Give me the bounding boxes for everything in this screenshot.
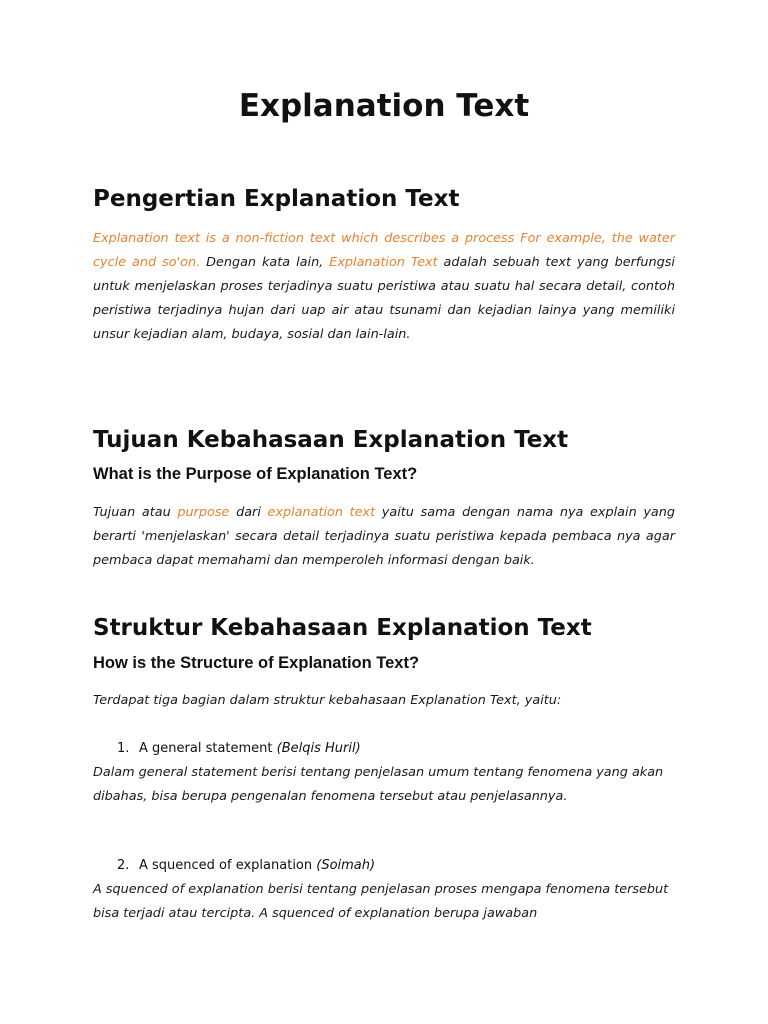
paragraph-struktur-intro bbox=[93, 689, 675, 713]
text-span: adalah sebuah text yang berfungsi untuk menjelaskan proses terjadinya suatu peristiwa atau suatu hal secara detail, contoh peristiwa terjadinya hujan dari uap air atau tsunami dan kejadian lainya yang memiliki unsur kejadian alam, budaya, sosial dan lain-lain. bbox=[93, 255, 675, 342]
heading-pengertian: Pengertian Explanation Text bbox=[93, 186, 460, 212]
paragraph-squenced-explanation bbox=[93, 878, 675, 926]
term-explanation-text: Explanation Text bbox=[410, 693, 517, 708]
heading-tujuan: Tujuan Kebahasaan Explanation Text bbox=[93, 427, 569, 453]
subheading-structure: How is the Structure of Explanation Text? bbox=[93, 654, 420, 672]
text-span: A bbox=[93, 882, 106, 897]
list-item-1-heading bbox=[117, 737, 361, 761]
text-span: yaitu sama dengan nama nya bbox=[375, 505, 591, 520]
list-item-author: (Belqis Huril) bbox=[272, 741, 361, 756]
list-item-label: A general statement bbox=[139, 741, 273, 756]
list-item-2-heading bbox=[117, 854, 375, 878]
list-number: 2. bbox=[117, 858, 130, 873]
text-span: , yaitu: bbox=[516, 693, 562, 708]
text-span: Terdapat tiga bagian dalam struktur kebahasaan bbox=[93, 693, 411, 708]
paragraph-pengertian bbox=[93, 227, 675, 347]
text-span: yang berarti 'menjelaskan' secara detail terjadinya suatu peristiwa kepada pembaca nya agar pembaca dapat memahami dan memperoleh informasi dengan baik. bbox=[93, 505, 676, 568]
paragraph-general-statement: Dalam general statement berisi tentang penjelasan umum tentang fenomena yang akan dibahas, bisa berupa pengenalan fenomena tersebut atau penjelasannya. bbox=[93, 765, 664, 804]
list-item-author: (Soimah) bbox=[312, 858, 376, 873]
list-item-label: A squenced of explanation bbox=[139, 858, 313, 873]
paragraph-tujuan bbox=[93, 501, 675, 573]
text-span: Tujuan atau bbox=[93, 505, 178, 520]
text-span: dari bbox=[229, 505, 268, 520]
text-span: Dengan kata lain, bbox=[200, 255, 330, 270]
term-explanation-text: explanation text bbox=[267, 505, 376, 520]
heading-struktur: Struktur Kebahasaan Explanation Text bbox=[93, 615, 592, 641]
term-highlight: Explanation Text bbox=[329, 255, 438, 270]
list-number: 1. bbox=[117, 741, 130, 756]
term-explain: explain bbox=[590, 505, 637, 520]
text-span: berisi tentang penjelasan proses mengapa fenomena tersebut bisa terjadi atau tercipta. A squenced of explanation berupa jawaban bbox=[93, 882, 669, 921]
document-title: Explanation Text bbox=[238, 88, 530, 124]
subheading-purpose: What is the Purpose of Explanation Text? bbox=[93, 465, 418, 483]
term-squenced: squenced of explanation bbox=[105, 882, 264, 897]
english-definition: Explanation text is a non-fiction text which describes a process For example, the water cycle and so'on. bbox=[93, 231, 675, 270]
term-purpose: purpose bbox=[177, 505, 230, 520]
